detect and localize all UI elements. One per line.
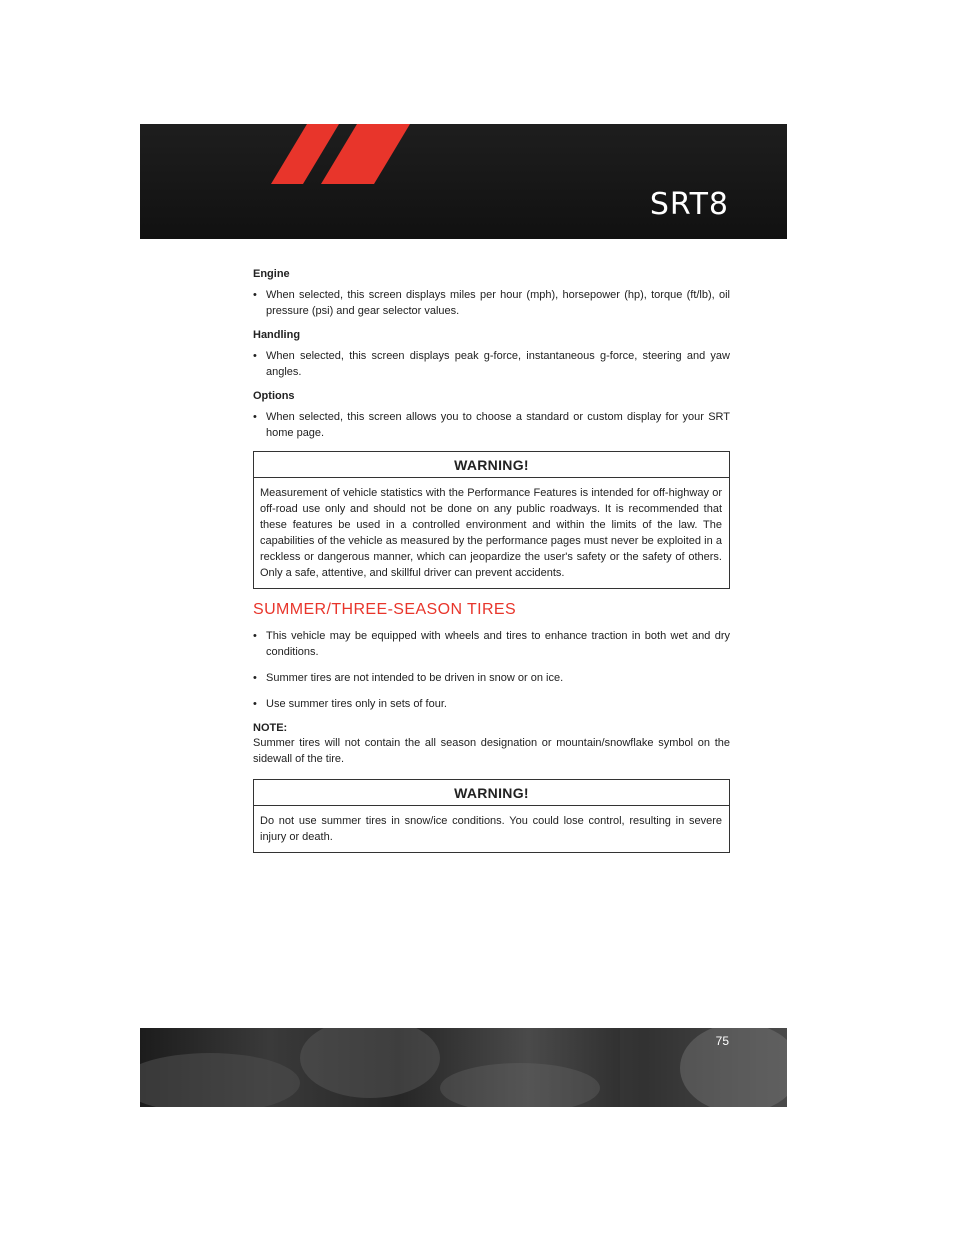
- list-item: [253, 287, 730, 319]
- warning-box-performance: [253, 451, 730, 589]
- footer-photo-background: [140, 1028, 787, 1107]
- page-footer-banner: [140, 1028, 787, 1107]
- bullet-icon: •: [253, 411, 257, 423]
- warning-title: WARNING!: [254, 780, 729, 806]
- bullet-icon: •: [253, 350, 257, 362]
- list-item: [253, 348, 730, 380]
- list-item-text: Use summer tires only in sets of four.: [266, 698, 447, 710]
- note-text: Summer tires will not contain the all season designation or mountain/snowflake symbol on the sidewall of the tire.: [253, 737, 730, 765]
- warning-text: Measurement of vehicle statistics with the Performance Features is intended for off-highway or off-road use only and should not be done on any public roadways. It is recommended that these features be used in a controlled environment and within the limits of the law. The capabilities of the vehicle as measured by the performance pages must never be exploited in a reckless or dangerous manner, which can jeopardize the user's safety or the safety of others. Only a safe, attentive, and skillful driver can prevent accidents.: [260, 487, 722, 579]
- bullet-icon: •: [253, 630, 257, 642]
- stripe-right: [321, 124, 410, 184]
- handling-heading: Handling: [253, 329, 301, 341]
- note-label: NOTE:: [253, 722, 288, 734]
- bullet-icon: •: [253, 289, 257, 301]
- list-item-text: This vehicle may be equipped with wheels and tires to enhance traction in both wet and dry conditions.: [266, 630, 730, 658]
- page-header-banner: [140, 124, 787, 239]
- list-item: [253, 628, 730, 660]
- list-item-text: When selected, this screen displays miles per hour (mph), horsepower (hp), torque (ft/lb), oil pressure (psi) and gear selector values.: [266, 289, 730, 317]
- warning-text: Do not use summer tires in snow/ice conditions. You could lose control, resulting in severe injury or death.: [260, 815, 722, 843]
- warning-box-summer-tires: [253, 779, 730, 853]
- section-title: SRT8: [649, 187, 729, 222]
- engine-heading: Engine: [253, 268, 290, 280]
- summer-tires-heading: SUMMER/THREE-SEASON TIRES: [253, 601, 517, 618]
- page-number: 75: [715, 1034, 729, 1048]
- warning-title: WARNING!: [254, 452, 729, 478]
- list-item: [253, 409, 730, 441]
- options-heading: Options: [253, 390, 295, 402]
- list-item: [253, 696, 730, 712]
- bullet-icon: •: [253, 698, 257, 710]
- list-item: [253, 670, 730, 686]
- bullet-icon: •: [253, 672, 257, 684]
- main-content: [253, 268, 730, 865]
- list-item-text: Summer tires are not intended to be driven in snow or on ice.: [266, 672, 564, 684]
- list-item-text: When selected, this screen allows you to choose a standard or custom display for your SRT home page.: [266, 411, 730, 439]
- list-item-text: When selected, this screen displays peak g-force, instantaneous g-force, steering and yaw angles.: [266, 350, 730, 378]
